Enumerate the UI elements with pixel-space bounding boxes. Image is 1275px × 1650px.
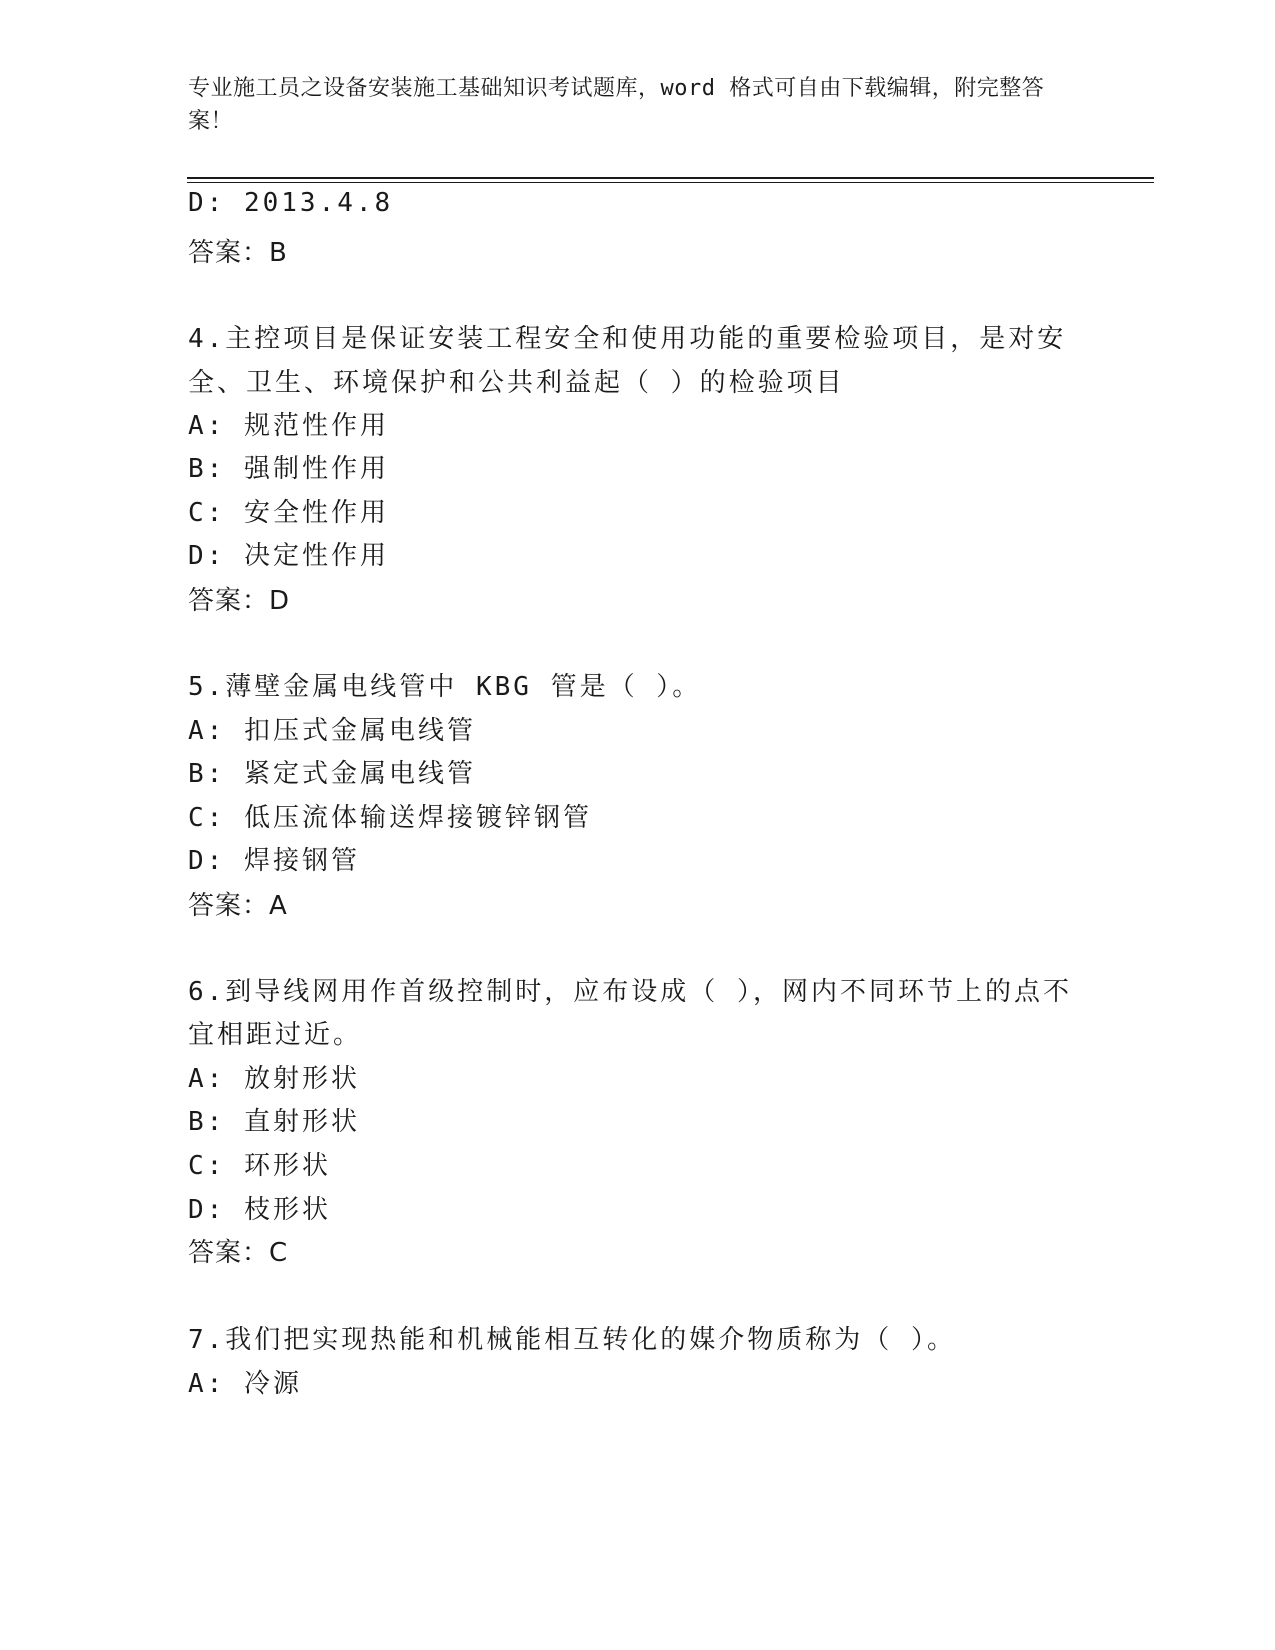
q6-answer: 答案：C <box>188 1238 289 1268</box>
q6-option-d: D: 枝形状 <box>188 1195 331 1225</box>
q5-option-a: A: 扣压式金属电线管 <box>188 716 476 746</box>
q6-option-c: C: 环形状 <box>188 1151 331 1181</box>
header-rule-thick <box>187 177 1154 179</box>
q4-stem-line1: 4.主控项目是保证安装工程安全和使用功能的重要检验项目，是对安 <box>188 324 1067 354</box>
q4-answer: 答案：D <box>188 586 291 616</box>
q4-option-c: C: 安全性作用 <box>188 498 389 528</box>
q4-option-a: A: 规范性作用 <box>188 411 389 441</box>
q4-option-d: D: 决定性作用 <box>188 541 389 571</box>
q6-stem-line2: 宜相距过近。 <box>188 1020 363 1050</box>
q7-stem-line1: 7.我们把实现热能和机械能相互转化的媒介物质称为（ ）。 <box>188 1325 956 1355</box>
prev-answer: 答案：B <box>188 238 288 268</box>
q6-option-a: A: 放射形状 <box>188 1064 360 1094</box>
q7-option-a: A: 冷源 <box>188 1369 302 1399</box>
prev-option-d: D: 2013.4.8 <box>188 188 394 218</box>
q5-option-c: C: 低压流体输送焊接镀锌钢管 <box>188 803 592 833</box>
page-header: 专业施工员之设备安装施工基础知识考试题库，word 格式可自由下载编辑，附完整答案！ <box>188 76 1045 134</box>
q5-option-b: B: 紧定式金属电线管 <box>188 759 476 789</box>
q6-option-b: B: 直射形状 <box>188 1107 360 1137</box>
header-rule-thin <box>187 182 1154 183</box>
q5-stem-line1: 5.薄壁金属电线管中 KBG 管是（ ）。 <box>188 672 702 702</box>
q4-stem-line2: 全、卫生、环境保护和公共利益起（ ）的检验项目 <box>188 368 845 398</box>
q5-option-d: D: 焊接钢管 <box>188 846 360 876</box>
q6-stem-line1: 6.到导线网用作首级控制时，应布设成（ ），网内不同环节上的点不 <box>188 977 1072 1007</box>
q4-option-b: B: 强制性作用 <box>188 454 389 484</box>
q5-answer: 答案：A <box>188 891 288 921</box>
